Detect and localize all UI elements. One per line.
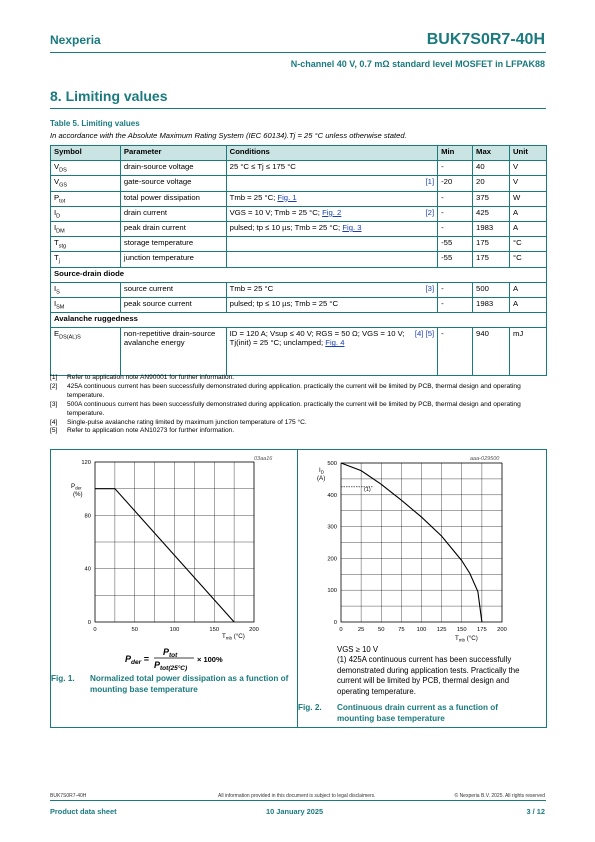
footnote: [3] 500A continuous current has been successfully demonstrated during application. practically the current will be limited by PCB, thermal design and operating temperature. [50, 400, 521, 417]
cell-max: 175 [473, 252, 510, 267]
cell-unit: V [510, 161, 547, 176]
x-tick-label: 175 [477, 627, 487, 633]
x-tick-label: 125 [436, 627, 447, 633]
cell-max: 175 [473, 237, 510, 252]
table-row [51, 206, 547, 221]
footer-doc-type: Product data sheet [50, 807, 117, 816]
cell-parameter: drain-source voltage [120, 161, 226, 176]
svg-text:Pder =: $P_{der}$ = [125, 654, 149, 666]
group-title: Source-drain diode [51, 267, 547, 282]
cell-max: 375 [473, 191, 510, 206]
y-tick-label: 0 [87, 620, 91, 626]
footer-doc-id: BUK7S0R7-40H [50, 793, 87, 799]
y-tick-label: 80 [84, 513, 91, 520]
brand-name: Nexperia [50, 33, 101, 47]
table-caption: Table 5. Limiting values [50, 119, 140, 128]
cell-conditions: [3] Tmb = 25 °C [226, 282, 437, 297]
y-tick-label: 100 [327, 588, 337, 595]
table-row [51, 176, 547, 191]
table-row [51, 297, 547, 312]
cell-symbol: $I_S$ [51, 282, 121, 297]
table-row [51, 282, 547, 297]
reference-link[interactable]: [1] [425, 177, 435, 187]
cell-min: -55 [438, 237, 473, 252]
group-row [51, 267, 547, 282]
cell-parameter: peak drain current [120, 221, 226, 236]
cell-conditions [226, 176, 437, 191]
doc-subtitle: N-channel 40 V, 0.7 mΩ standard level MOSFET in LFPAK88 [290, 59, 545, 69]
cell-conditions [226, 237, 437, 252]
cell-symbol: $P_{tot}$ [51, 191, 121, 206]
x-tick-label: 50 [378, 627, 385, 633]
cell-max: 940 [473, 328, 510, 376]
header-rule [50, 52, 546, 53]
x-tick-label: 150 [209, 627, 220, 633]
x-tick-label: 25 [357, 627, 365, 633]
footer-disclaimer: All information provided in this document is subject to legal disclaimers. [218, 793, 376, 799]
figure-link[interactable]: Fig. 4 [325, 338, 345, 348]
cell-symbol: $I_{SM}$ [51, 297, 121, 312]
reference-link[interactable]: [2] [425, 207, 435, 217]
cell-min: - [438, 328, 473, 376]
group-title: Avalanche ruggedness [51, 313, 547, 328]
cell-max: 425 [473, 206, 510, 221]
cell-symbol: $T_{stg}$ [51, 237, 121, 252]
cell-conditions: [4] [5] ID = 120 A; Vsup ≤ 40 V; RGS = 50 Ω; VGS = 10 V; Tj(init) = 25 °C; unclamped; Fig. 4 [226, 328, 437, 376]
col-symbol: Symbol [51, 146, 121, 161]
figure-2-notes [337, 645, 543, 697]
cell-parameter: junction temperature [120, 252, 226, 267]
table-row [51, 161, 547, 176]
svg-text:× 100%: × 100% [197, 655, 223, 664]
x-tick-label: 100 [416, 627, 427, 633]
reference-link[interactable]: [4] [5] [414, 329, 435, 339]
cell-max: 500 [473, 282, 510, 297]
footer-copyright: © Nexperia B.V. 2025. All rights reserved [454, 793, 545, 799]
cell-max: 1983 [473, 297, 510, 312]
table-row [51, 237, 547, 252]
cell-min: - [438, 161, 473, 176]
formula [125, 647, 223, 672]
cell-max: 1983 [473, 221, 510, 236]
cell-parameter: gate-source voltage [120, 176, 226, 191]
cell-min: - [438, 206, 473, 221]
svg-text:Ptot: $P_{tot}$ [163, 647, 178, 659]
table-footnotes [50, 374, 547, 436]
x-tick-label: 100 [169, 627, 180, 633]
x-tick-label: 0 [339, 627, 343, 633]
y-tick-label: 40 [84, 566, 91, 573]
series-line [95, 489, 234, 622]
cell-conditions: pulsed; tp ≤ 10 µs; Tmb = 25 °C [226, 297, 437, 312]
cell-unit: A [510, 221, 547, 236]
cell-conditions: 25 °C ≤ Tj ≤ 175 °C [226, 161, 437, 176]
cell-parameter: peak source current [120, 297, 226, 312]
x-tick-label: 200 [497, 627, 507, 633]
figure-2-box: aaa-029500 $I_D$ (A) $T_{mb}$ (°C) 0 25 50 75 100 125 150 175 200 0 100 200 300 400 500 (1) VGS ≥ 10 V (1) 425A continuous current has been successfully demonstrated during application tests. Practically the current will be limited by PCB, thermal design and operating temperature. Fig. 2. Continuous drain current as a function of mounting base temperature [297, 449, 547, 728]
table-row [51, 221, 547, 236]
page-number: 3 / 12 [526, 807, 545, 816]
footer-date: 10 January 2025 [266, 807, 324, 816]
col-parameter: Parameter [120, 146, 226, 161]
table-header-row [51, 146, 547, 161]
table-row [51, 252, 547, 267]
cell-max: 20 [473, 176, 510, 191]
cell-parameter: drain current [120, 206, 226, 221]
y-tick-label: 500 [327, 461, 337, 467]
cell-min: -20 [438, 176, 473, 191]
cell-unit: A [510, 206, 547, 221]
cell-symbol: $T_j$ [51, 252, 121, 267]
cell-min: -55 [438, 252, 473, 267]
cell-parameter: total power dissipation [120, 191, 226, 206]
col-max: Max [473, 146, 510, 161]
cell-symbol: $V_{DS}$ [51, 161, 121, 176]
cell-conditions [226, 252, 437, 267]
y-axis-label: $I_D$ [319, 467, 324, 475]
cell-symbol: $V_{GS}$ [51, 176, 121, 191]
vgs-condition: VGS ≥ 10 V [337, 645, 379, 654]
y-axis-unit: (%) [73, 491, 83, 498]
y-tick-label: 300 [327, 524, 337, 531]
y-axis-label: $P_{der}$ [71, 483, 82, 491]
x-axis-label: $T_{mb}$ (°C) [455, 635, 478, 643]
limiting-values-table [50, 145, 547, 376]
col-conditions: Conditions [226, 146, 437, 161]
cell-symbol: $E_{DS(AL)S}$ [51, 328, 121, 376]
figure-code: 03aa16 [254, 456, 273, 462]
figure-link[interactable]: Fig. 1 [277, 192, 297, 202]
figure-2-chart [298, 450, 548, 650]
x-tick-label: 75 [398, 627, 405, 633]
group-row [51, 313, 547, 328]
x-tick-label: 50 [131, 627, 138, 633]
cell-unit: W [510, 191, 547, 206]
section-rule [50, 108, 546, 109]
cell-unit: °C [510, 252, 547, 267]
cell-unit: A [510, 282, 547, 297]
col-min: Min [438, 146, 473, 161]
footnote: [1] Refer to application note AN90001 for further information. [50, 374, 235, 381]
cell-symbol: $I_D$ [51, 206, 121, 221]
cell-min: - [438, 221, 473, 236]
cell-parameter: non-repetitive drain-source avalanche energy [120, 328, 226, 376]
cell-min: - [438, 191, 473, 206]
col-unit: Unit [510, 146, 547, 161]
footnote: [5] Refer to application note AN10273 for further information. [50, 427, 235, 435]
svg-text:Ptot(25°C): $P_{tot(25^\circ C)}$ [154, 660, 188, 672]
curve-note: (1) 425A continuous current has been successfully demonstrated during application tests. Practically the current will be limited by PCB, thermal design and operating temperature. [337, 655, 520, 696]
cell-max: 40 [473, 161, 510, 176]
table-row [51, 328, 547, 376]
cell-parameter: storage temperature [120, 237, 226, 252]
part-number: BUK7S0R7-40H [426, 31, 545, 48]
section-title: 8. Limiting values [50, 88, 168, 104]
footnote: [2] 425A continuous current has been successfully demonstrated during application. practically the current will be limited by PCB, thermal design and operating temperature. [50, 382, 521, 399]
table-note: In accordance with the Absolute Maximum Rating System (IEC 60134).Tj = 25 °C unless otherwise stated. [50, 131, 407, 140]
x-tick-label: 0 [93, 627, 97, 633]
footnote: [4] Single-pulse avalanche rating limited by maximum junction temperature of 175 °C. [50, 418, 307, 426]
y-tick-label: 200 [327, 556, 337, 563]
curve-marker: (1) [364, 487, 371, 493]
figure-link[interactable]: Fig. 2 [322, 207, 342, 217]
cell-unit: A [510, 297, 547, 312]
reference-link[interactable]: [3] [425, 283, 435, 293]
cell-conditions: [2] VGS = 10 V; Tmb = 25 °C; Fig. 2 [226, 206, 437, 221]
cell-unit: °C [510, 237, 547, 252]
footer-rule [50, 800, 546, 801]
x-tick-label: 200 [249, 627, 259, 633]
cell-symbol: $I_{DM}$ [51, 221, 121, 236]
cell-unit: V [510, 176, 547, 191]
y-tick-label: 400 [327, 492, 337, 499]
y-axis-unit: (A) [317, 475, 326, 482]
y-tick-label: 120 [81, 460, 91, 466]
figure-code: aaa-029500 [470, 456, 500, 462]
cell-min: - [438, 297, 473, 312]
cell-unit: mJ [510, 328, 547, 376]
figure-link[interactable]: Fig. 3 [342, 222, 362, 232]
figure-1-box: 03aa16 $P_{der}$ (%) $T_{mb}$ (°C) 0 50 100 150 200 0 40 80 120 $P_{der}$ = $P_{tot}$ $P_{tot(25^\circ C)}$ × 100% Fig. 1. Normalized total power dissipation as a function of mounting base temperature [50, 449, 298, 728]
x-tick-label: 150 [456, 627, 467, 633]
y-tick-label: 0 [333, 620, 337, 626]
cell-parameter: source current [120, 282, 226, 297]
table-row [51, 191, 547, 206]
cell-conditions: Tmb = 25 °C; Fig. 1 [226, 191, 437, 206]
cell-min: - [438, 282, 473, 297]
x-axis-label: $T_{mb}$ (°C) [222, 633, 245, 641]
cell-conditions: pulsed; tp ≤ 10 µs; Tmb = 25 °C; Fig. 3 [226, 221, 437, 236]
